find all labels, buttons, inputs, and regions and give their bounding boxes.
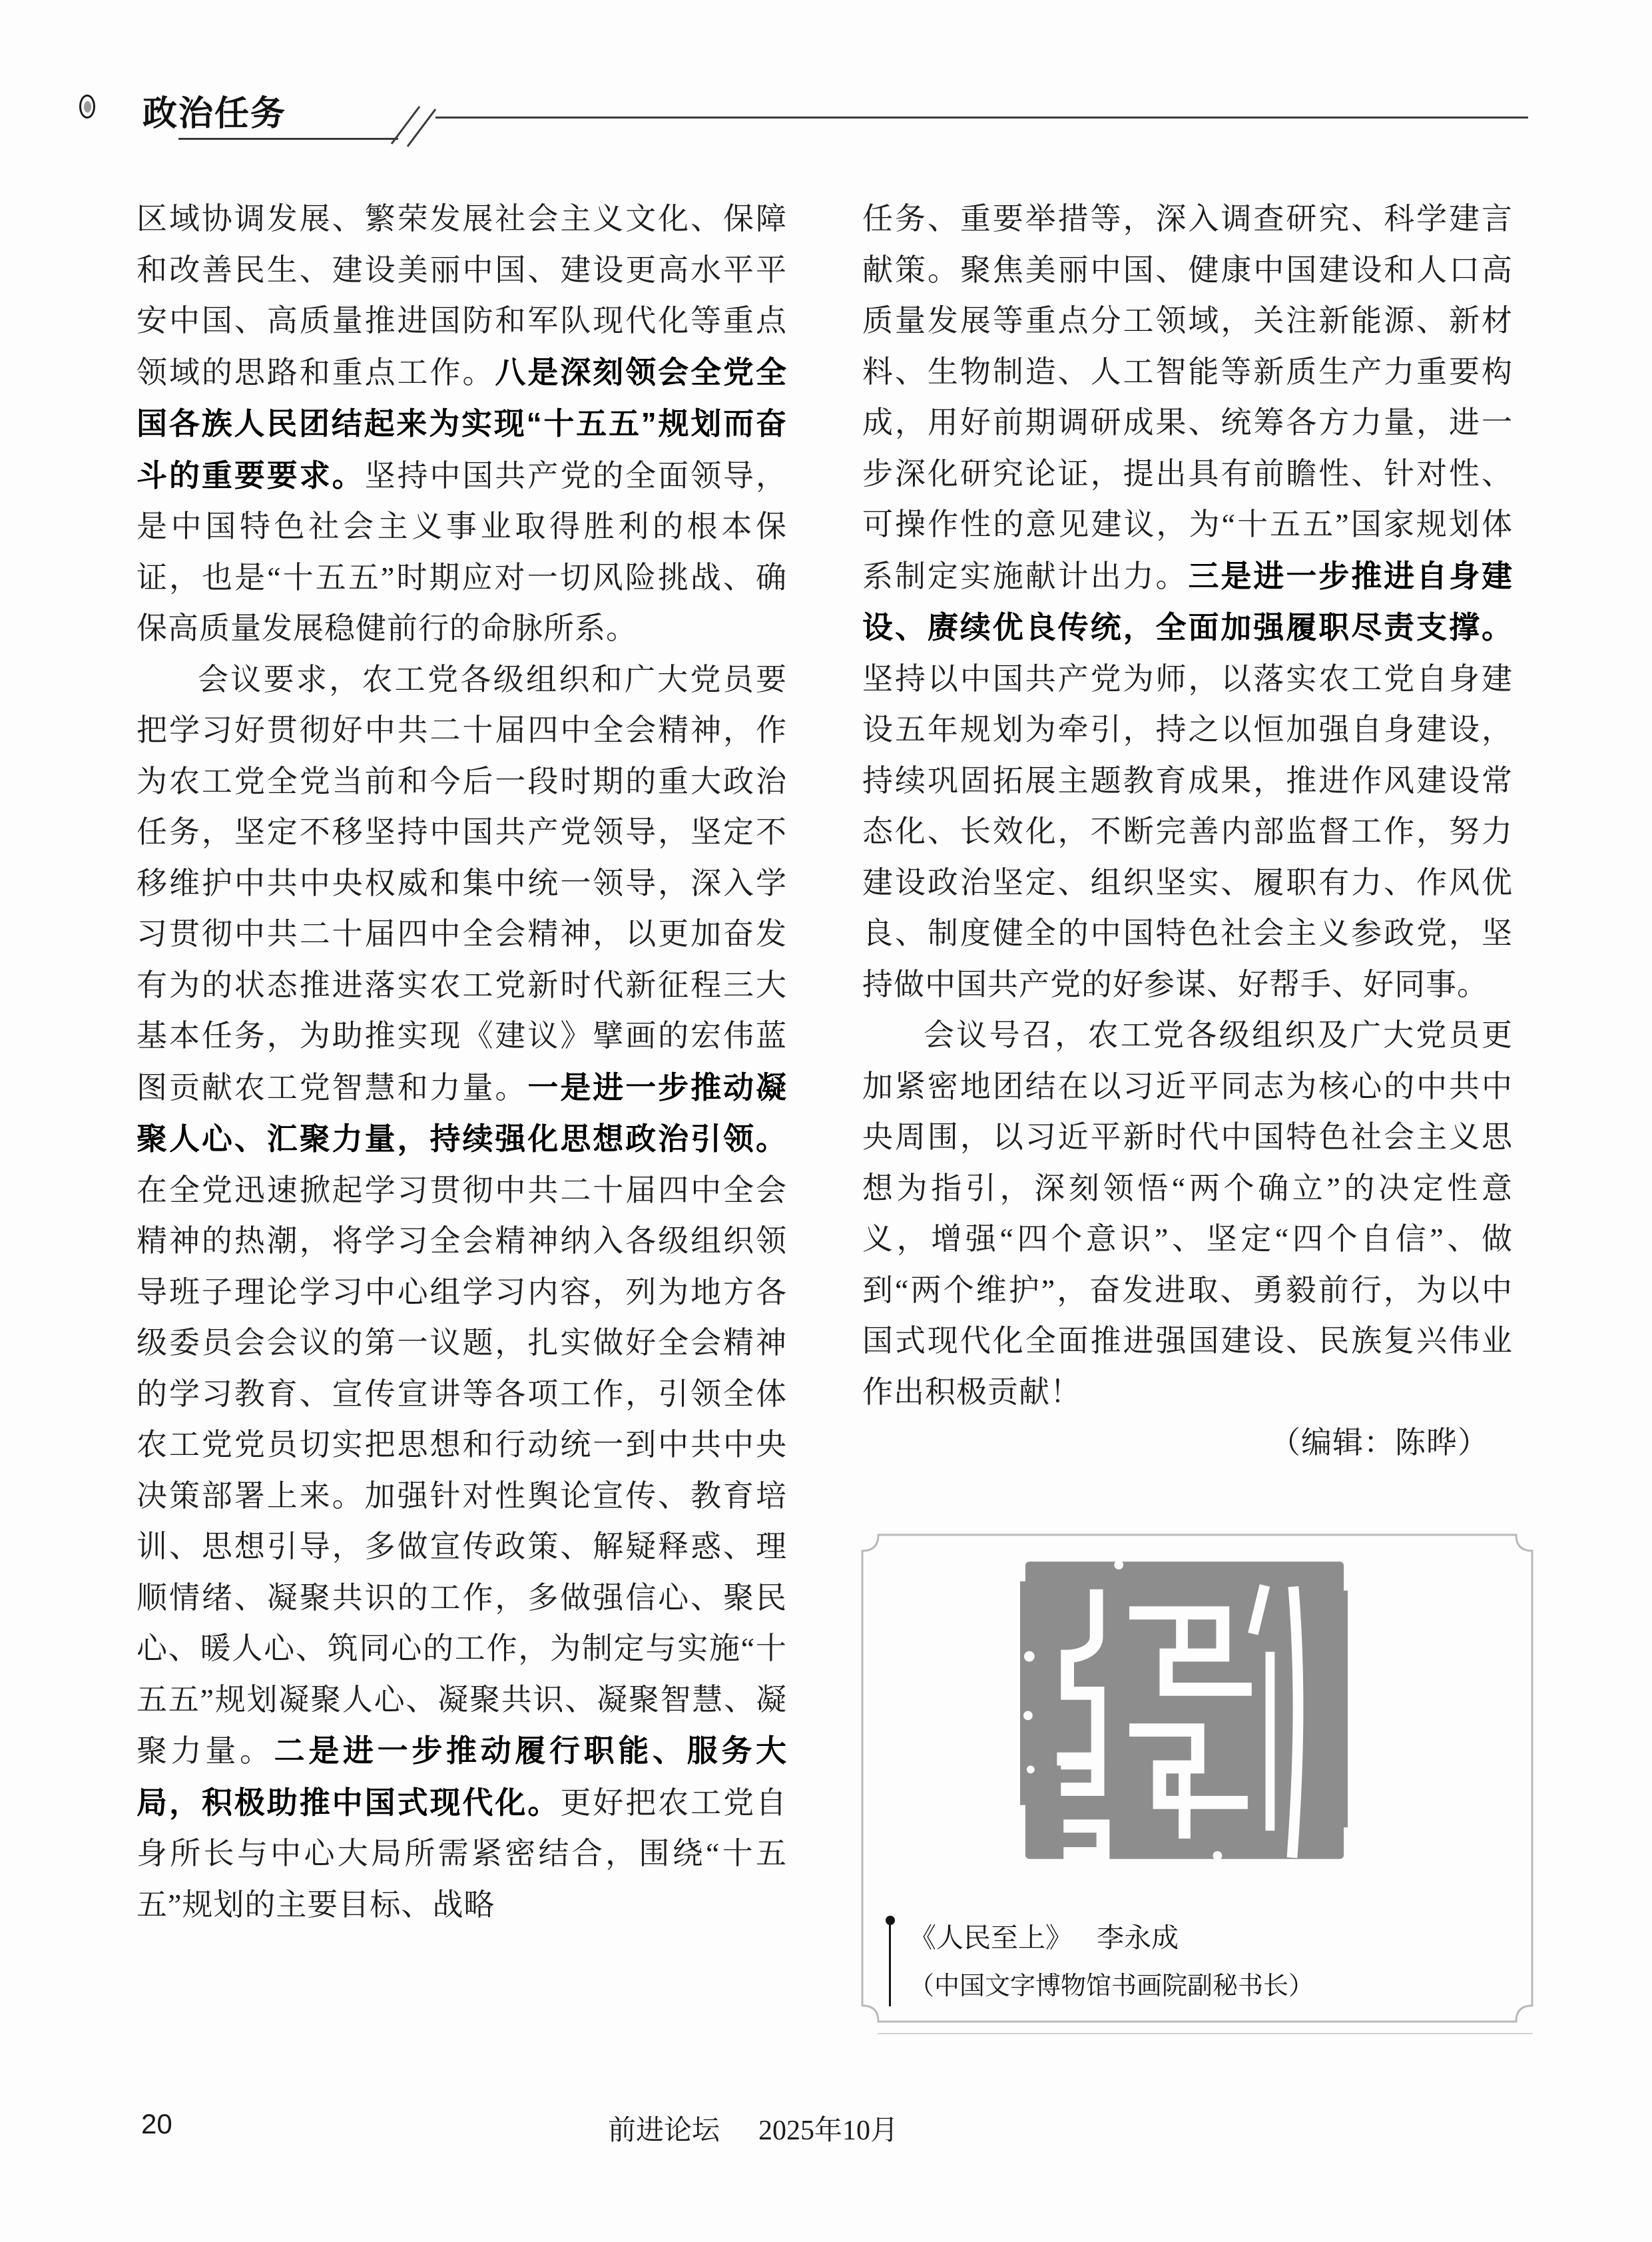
footer-page-number: 20 <box>141 2108 172 2139</box>
figure-shadow-line <box>878 2033 1533 2034</box>
section-title: 政治任务 <box>142 95 287 133</box>
footer-issue-date: 2025年10月 <box>758 2115 899 2146</box>
header-slash-decoration <box>388 104 449 148</box>
paragraph: （编辑：陈晔） <box>1270 1426 1489 1460</box>
ring-dot-icon <box>79 95 95 119</box>
paragraph: 任务、重要举措等，深入调查研究、科学建言献策。聚焦美丽中国、健康中国建设和人口高质量发展等重点分工领域，关注新能源、新材料、生物制造、人工智能等新质生产力重要构成，用好前期调研成果、统筹各方力量，进一步深化研究论证，提出具有前瞻性、针对性、可操作性的意见建议，为“十五五”国家规划体系制定实施献计出力。三是进一步推进自身建设、赓续优良传统，全面加强履职尽责支撑。坚持以中国共产党为师，以落实农工党自身建设五年规划为牵引，持之以恒加强自身建设，持续巩固拓展主题教育成果，推进作风建设常态化、长效化，不断完善内部监督工作，努力建设政治坚定、组织坚实、履职有力、作风优良、制度健全的中国特色社会主义参政党，坚持做中国共产党的好参谋、好帮手、好同事。 <box>862 202 1513 1001</box>
caption-marker-rule <box>889 1922 891 2006</box>
header-rule-long <box>435 117 1528 119</box>
left-column <box>137 194 787 2042</box>
figure-caption-title-line <box>909 1916 1179 1955</box>
footer-journal-line <box>608 2108 898 2148</box>
header-rule-short <box>178 138 398 140</box>
paragraph: 会议号召，农工党各级组织及广大党员更加紧密地团结在以习近平同志为核心的中共中央周围，以习近平新时代中国特色社会主义思想为指引，深刻领悟“两个确立”的决定性意义，增强“四个意识”、坚定“四个自信”、做到“两个维护”，奋发进取、勇毅前行，为以中国式现代化全面推进强国建设、民族复兴伟业作出积极贡献！ <box>862 1018 1513 1409</box>
paragraph: 区域协调发展、繁荣发展社会主义文化、保障和改善民生、建设美丽中国、建设更高水平平安中国、高质量推进国防和军队现代化等重点领域的思路和重点工作。八是深刻领会全党全国各族人民团结起来为实现“十五五”规划而奋斗的重要要求。坚持中国共产党的全面领导，是中国特色社会主义事业取得胜利的根本保证，也是“十五五”时期应对一切风险挑战、确保高质量发展稳健前行的命脉所系。 <box>137 202 787 645</box>
artwork-artist: 李永成 <box>1097 1922 1179 1953</box>
artwork-figure-box <box>861 1534 1533 2023</box>
paragraph: 会议要求，农工党各级组织和广大党员要把学习好贯彻好中共二十届四中全会精神，作为农工党全党当前和今后一段时期的重大政治任务，坚定不移坚持中国共产党领导，坚定不移维护中共中央权威和集中统一领导，深入学习贯彻中共二十届四中全会精神，以更加奋发有为的状态推进落实农工党新时代新征程三大基本任务，为助推实现《建议》擘画的宏伟蓝图贡献农工党智慧和力量。一是进一步推动凝聚人心、汇聚力量，持续强化思想政治引领。在全党迅速掀起学习贯彻中共二十届四中全会精神的热潮，将学习全会精神纳入各级组织领导班子理论学习中心组学习内容，列为地方各级委员会会议的第一议题，扎实做好全会精神的学习教育、宣传宣讲等各项工作，引领全体农工党党员切实把思想和行动统一到中共中央决策部署上来。加强针对性舆论宣传、教育培训、思想引导，多做宣传政策、解疑释惑、理顺情绪、凝聚共识的工作，多做强信心、聚民心、暖人心、筑同心的工作，为制定与实施“十五五”规划凝聚人心、凝聚共识、凝聚智慧、凝聚力量。二是进一步推动履行职能、服务大局，积极助推中国式现代化。更好把农工党自身所长与中心大局所需紧密结合，围绕“十五五”规划的主要目标、战略 <box>137 662 787 1922</box>
footer-journal-name: 前进论坛 <box>608 2115 720 2146</box>
artwork-artist-title: （中国文字博物馆书画院副秘书长） <box>909 1972 1314 2000</box>
artwork-title: 《人民至上》 <box>909 1922 1073 1953</box>
seal-image <box>1020 1556 1349 1865</box>
ring-dot-inner <box>84 101 91 113</box>
right-column <box>862 194 1513 1536</box>
